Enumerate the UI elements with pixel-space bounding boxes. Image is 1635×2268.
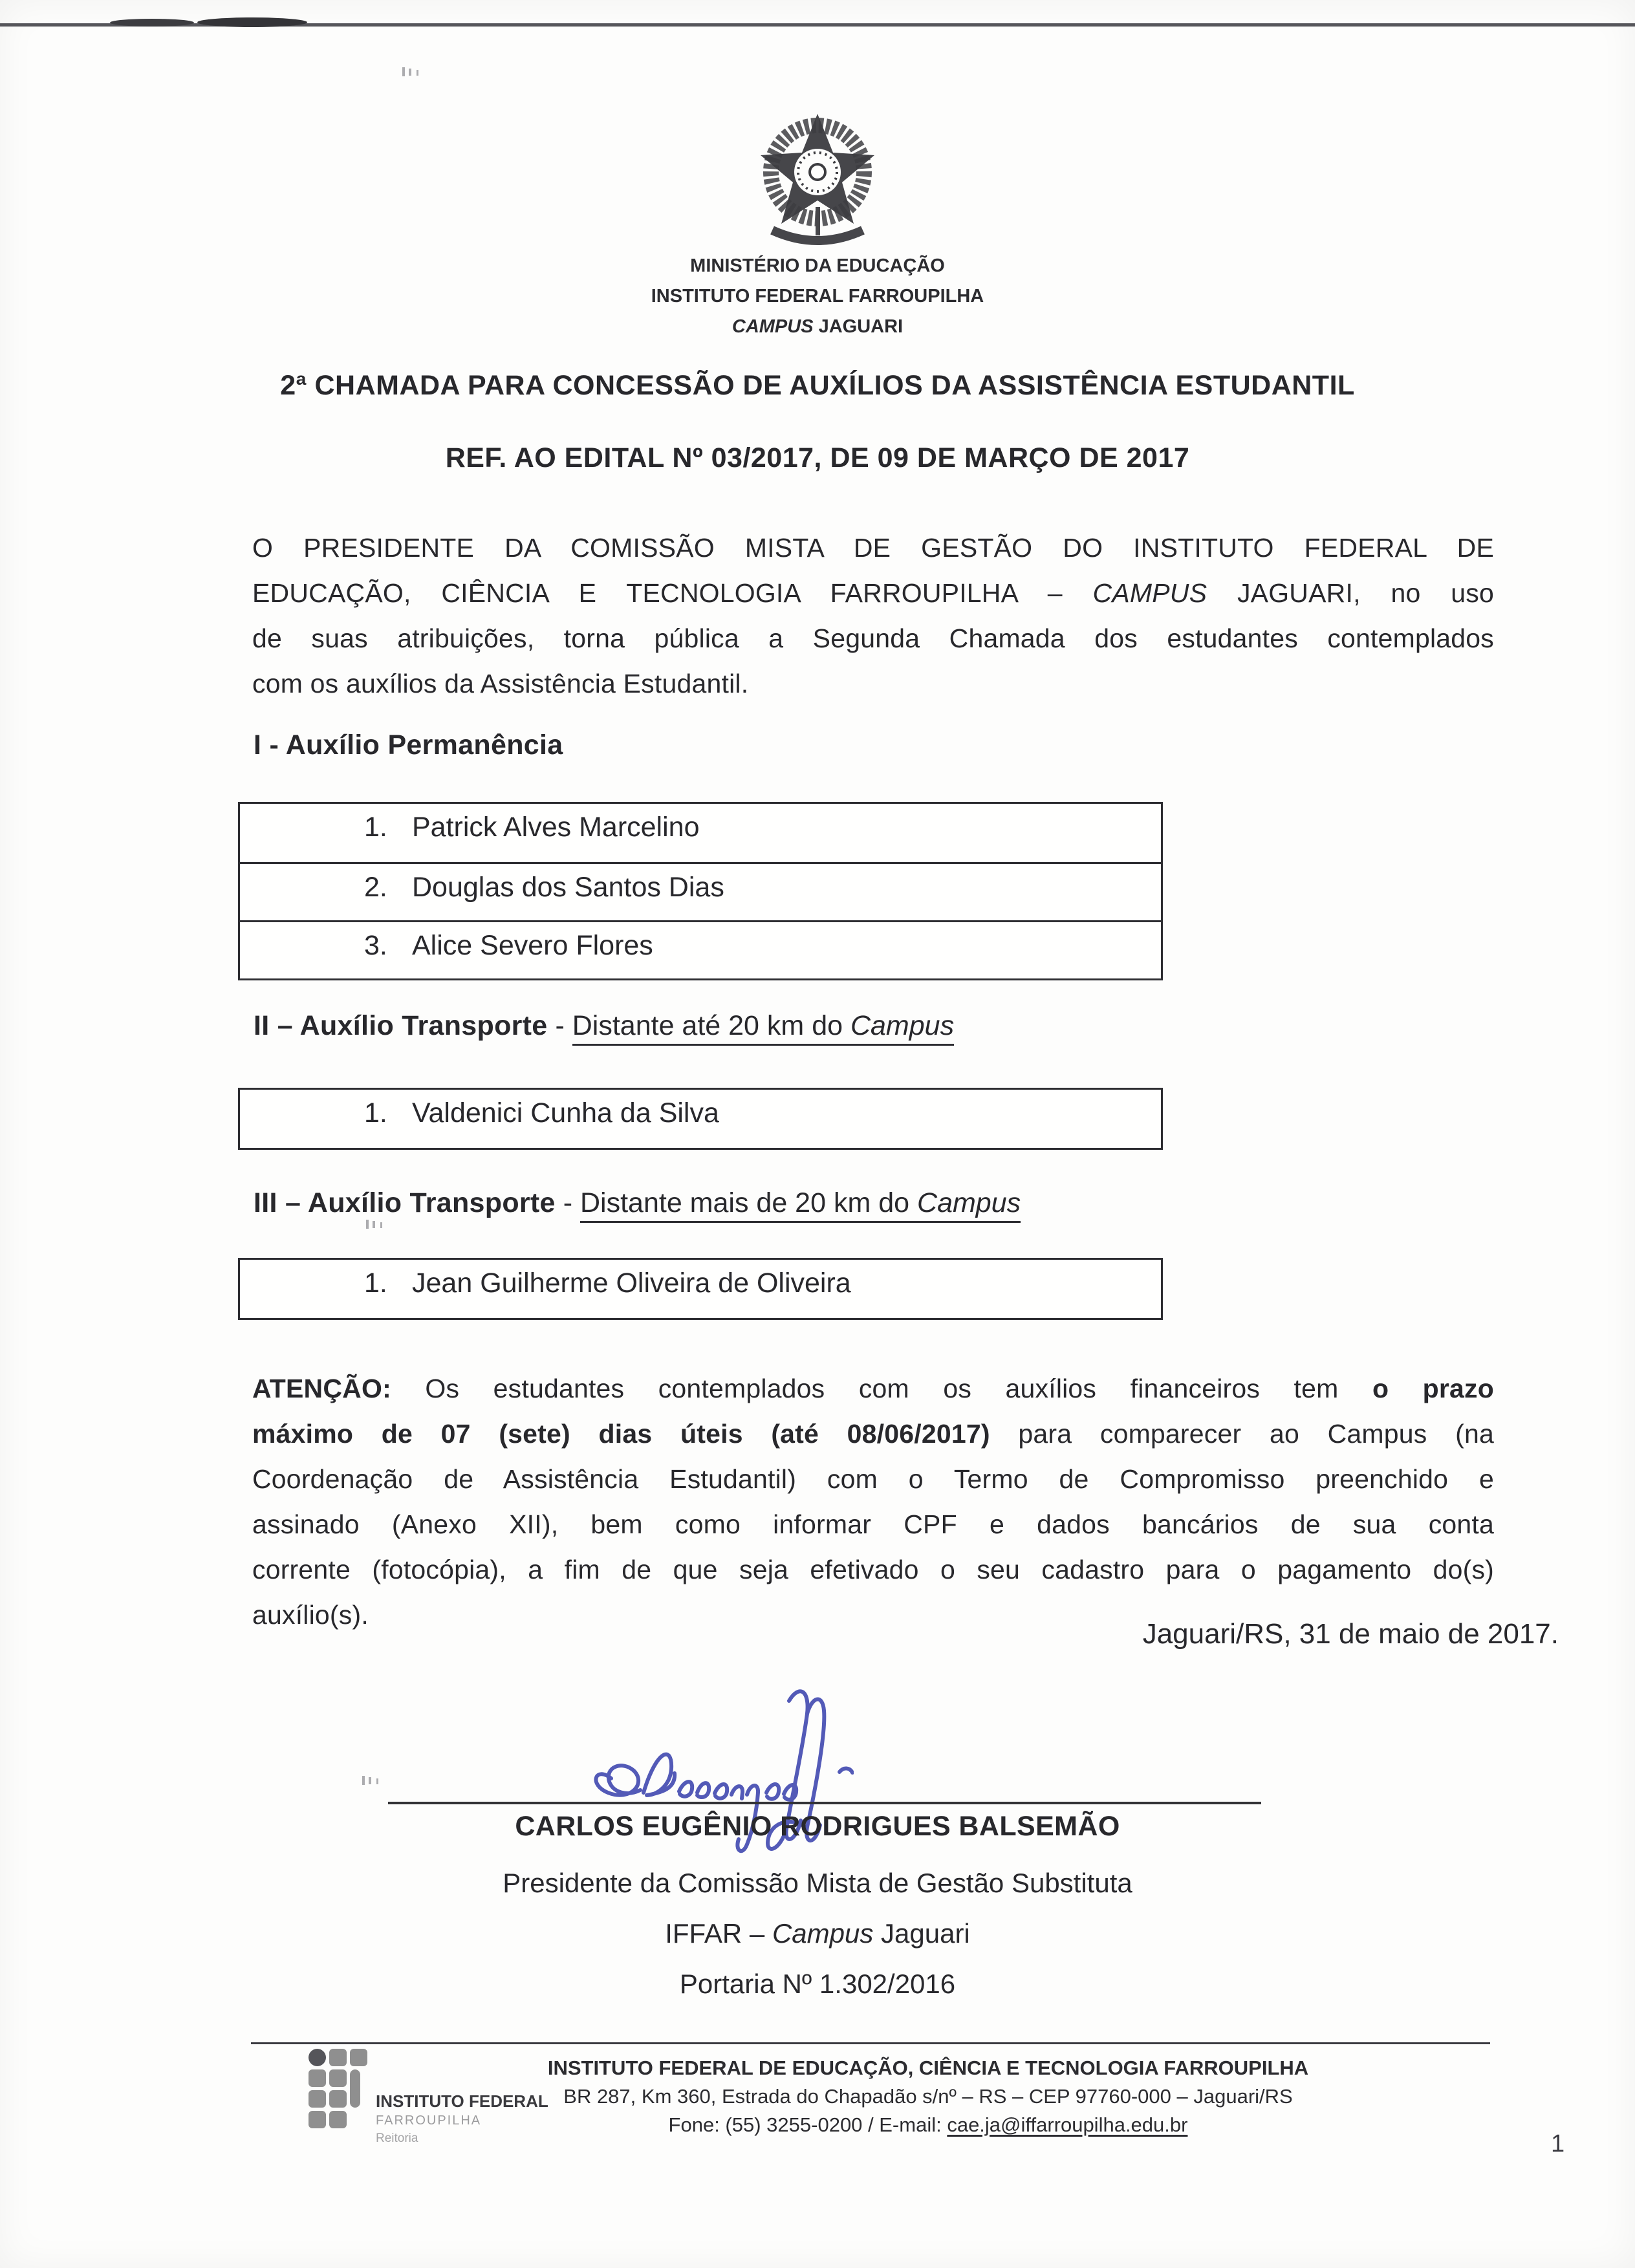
document-header [0,251,1635,342]
logo-bar [350,2069,360,2108]
section-heading-transporte-ate-20km: II – Auxílio Transporte - Distante até 20 km do Campus [254,1010,1495,1042]
table-row: 1. Jean Guilherme Oliveira de Oliveira [364,1268,851,1299]
email-link[interactable]: cae.ja@iffarroupilha.edu.br [947,2113,1188,2136]
attention-line: máximo de 07 (sete) dias úteis (até 08/06/2017) para comparecer ao Campus (na [252,1419,1494,1449]
intro-line: EDUCAÇÃO, CIÊNCIA E TECNOLOGIA FARROUPILHA – CAMPUS JAGUARI, no uso [252,578,1494,608]
logo-subtitle: FARROUPILHA [376,2113,482,2128]
date-line: Jaguari/RS, 31 de maio de 2017. [1142,1618,1559,1650]
header-institute: INSTITUTO FEDERAL FARROUPILHA [651,286,984,307]
page-title: 2ª CHAMADA PARA CONCESSÃO DE AUXÍLIOS DA ASSISTÊNCIA ESTUDANTIL [280,370,1355,401]
footer-info [453,2054,1403,2139]
signer-portaria: Portaria Nº 1.302/2016 [679,1969,956,1999]
logo-square [350,2049,367,2066]
logo-square [309,2111,326,2128]
scan-speck [362,1776,365,1785]
student-name: Valdenici Cunha da Silva [412,1097,719,1129]
intro-line: O PRESIDENTE DA COMISSÃO MISTA DE GESTÃO DO INSTITUTO FEDERAL DE [252,533,1494,563]
section-heading-transporte-mais-20km: III – Auxílio Transporte - Distante mais de 20 km do Campus [254,1187,1495,1219]
footer-institution: INSTITUTO FEDERAL DE EDUCAÇÃO, CIÊNCIA E TECNOLOGIA FARROUPILHA [547,2057,1309,2079]
signer-name: CARLOS EUGÊNIO RODRIGUES BALSEMÃO [515,1811,1120,1842]
signature-line [388,1802,1261,1804]
aid-table-permanencia [238,802,1163,980]
logo-square [309,2069,326,2087]
attention-line: corrente (fotocópia), a fim de que seja efetivado o seu cadastro para o pagamento do(s) [252,1555,1494,1584]
intro-line: com os auxílios da Assistência Estudantil. [252,669,749,698]
header-campus: CAMPUS JAGUARI [731,316,904,337]
student-name: Alice Severo Flores [412,930,653,961]
signer-role: Presidente da Comissão Mista de Gestão Substituta [503,1868,1132,1898]
logo-title: INSTITUTO FEDERAL [376,2091,548,2111]
logo-square [329,2090,347,2108]
student-name: Jean Guilherme Oliveira de Oliveira [412,1268,851,1299]
student-name: Patrick Alves Marcelino [412,812,700,843]
logo-square [329,2069,347,2087]
attention-line: assinado (Anexo XII), bem como informar CPF e dados bancários de sua conta [252,1509,1494,1539]
attention-line: auxílio(s). [252,1600,369,1630]
attention-paragraph [252,1366,1494,1637]
table-row: 1. Valdenici Cunha da Silva [364,1097,719,1129]
header-ministry: MINISTÉRIO DA EDUCAÇÃO [690,255,945,276]
page-number: 1 [1551,2130,1565,2157]
logo-square [329,2111,347,2128]
intro-paragraph [252,525,1494,706]
footer-divider [251,2042,1490,2044]
table-row: 2. Douglas dos Santos Dias [240,862,1161,920]
student-name: Douglas dos Santos Dias [412,872,724,903]
logo-square [329,2049,347,2066]
logo-square [309,2090,326,2108]
scan-artifact-line [0,23,1635,27]
logo-unit: Reitoria [376,2132,418,2145]
page-subtitle: REF. AO EDITAL Nº 03/2017, DE 09 DE MARÇO DE 2017 [445,442,1190,473]
logo-dot [309,2049,326,2066]
attention-line: ATENÇÃO: Os estudantes contemplados com os auxílios financeiros tem o prazo [252,1374,1495,1403]
footer-address: BR 287, Km 360, Estrada do Chapadão s/nº – RS – CEP 97760-000 – Jaguari/RS [563,2085,1293,2108]
brazil-coat-of-arms-icon [752,110,883,254]
table-row: 1. Patrick Alves Marcelino [364,812,700,843]
section-heading-permanencia: I - Auxílio Permanência [254,729,563,761]
aid-table-transporte-mais-20km [238,1258,1163,1320]
attention-line: Coordenação de Assistência Estudantil) com o Termo de Compromisso preenchido e [252,1464,1494,1494]
table-row: 3. Alice Severo Flores [240,920,1161,978]
intro-line: de suas atribuições, torna pública a Segunda Chamada dos estudantes contemplados [252,623,1494,653]
scan-speck [402,67,405,76]
scan-speck [366,1220,369,1229]
aid-table-transporte-ate-20km [238,1088,1163,1150]
signer-org: IFFAR – Campus Jaguari [665,1918,970,1949]
footer-contact: Fone: (55) 3255-0200 / E-mail: cae.ja@iffarroupilha.edu.br [668,2113,1188,2136]
